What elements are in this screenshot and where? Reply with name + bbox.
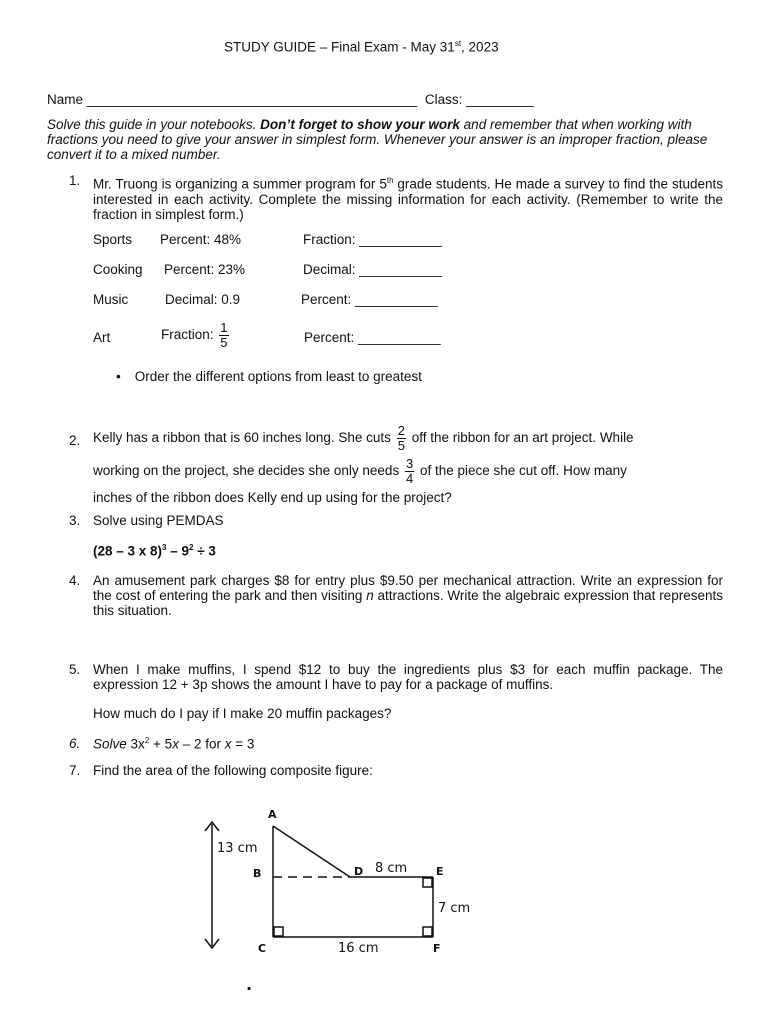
q1-bullet: • Order the different options from least to greatest <box>116 369 422 384</box>
fraction: $\frac{3}{4}$ <box>405 456 414 486</box>
q2-number: 2. <box>69 433 81 448</box>
q1-row-given: Fraction: $\frac{1}{5}$ <box>161 320 228 350</box>
q4-text: An amusement park charges $8 for entry plus $9.50 per mechanical attraction. Write an expression for the cost of entering the park and then visiting n attractions. Write the algebraic expression that represents this situation. <box>93 573 723 618</box>
q2-line1: Kelly has a ribbon that is 60 inches long. She cuts $\frac{2}{5}$ off the ribbon for an art project. While <box>93 423 634 453</box>
class-field[interactable]: _________ <box>466 92 534 107</box>
fraction: $\frac{1}{5}$ <box>220 320 228 350</box>
q5-question: How much do I pay if I make 20 muffin packages? <box>93 706 392 721</box>
q3-text: Solve using PEMDAS <box>93 513 224 528</box>
q3-expression: (28 – 3 x $8)^3 - 9^2 \div 3$ <box>93 543 216 559</box>
label-B: B <box>253 867 262 880</box>
instructions: Solve this guide in your notebooks. Don’t forget to show your work and remember that when working with fractions you need to give your answer in simplest form. Whenever your answer is an improper fraction, please convert it to a mixed number. <box>47 117 708 162</box>
fraction: $\frac{2}{5}$ <box>397 423 405 453</box>
q1-text: Mr. Truong is organizing a summer program for 5th grade students. He made a survey to find the students interested in each activity. Complete the missing information for each activity. (Remember to write the fraction in simplest form.) <box>93 176 723 222</box>
q1-row-activity: Music <box>93 292 129 307</box>
q1-row-given: Percent: 48% <box>160 232 242 247</box>
label-F: F <box>433 942 441 955</box>
right-angle-C <box>274 927 283 936</box>
dimension-right: 7 cm <box>438 901 471 916</box>
right-angle-E <box>423 878 432 887</box>
q1-row-activity: Sports <box>93 232 133 247</box>
q6-text: Solve $3x^2 + 5x - 2$ for x = 3 <box>93 736 255 752</box>
class-label: Class: <box>424 92 463 107</box>
page-title: STUDY GUIDE – Final Exam - May 31st, 2023 <box>224 39 499 55</box>
name-field[interactable]: ____________________________________________ <box>86 92 418 107</box>
q1-row-answer[interactable]: Decimal: ___________ <box>303 262 442 277</box>
q2-line3: inches of the ribbon does Kelly end up using for the project? <box>93 490 452 505</box>
dimension-height: 13 cm <box>217 841 258 856</box>
q1-row-given: Percent: 23% <box>164 262 246 277</box>
bullet-icon: • <box>116 369 121 384</box>
label-D: D <box>354 865 364 878</box>
q1-number: 1. <box>69 173 81 188</box>
composite-figure <box>190 800 490 1000</box>
q1-row-answer[interactable]: Percent: ___________ <box>304 330 441 345</box>
q7-number: 7. <box>69 763 81 778</box>
dimension-top: 8 cm <box>375 861 408 876</box>
right-angle-F <box>423 927 432 936</box>
q4-number: 4. <box>69 573 81 588</box>
q1-row-activity: Art <box>93 330 111 345</box>
dimension-bottom: 16 cm <box>338 941 379 956</box>
q1-row-answer[interactable]: Percent: ___________ <box>301 292 438 307</box>
name-label: Name <box>47 92 84 107</box>
label-C: C <box>258 942 267 955</box>
q1-row-given: Decimal: 0.9 <box>165 292 241 307</box>
edge-AD <box>273 826 350 877</box>
q1-row-answer[interactable]: Fraction: ___________ <box>303 232 442 247</box>
q5-text: When I make muffins, I spend $12 to buy the ingredients plus $3 for each muffin package. The expression 12 + 3p shows the amount I have to pay for a package of muffins. <box>93 662 723 692</box>
q1-row-activity: Cooking <box>93 262 143 277</box>
q7-text: Find the area of the following composite figure: <box>93 763 373 778</box>
q5-number: 5. <box>69 662 81 677</box>
q6-number: 6. <box>69 736 81 751</box>
label-E: E <box>436 865 444 878</box>
label-A: A <box>268 808 277 821</box>
name-class-line <box>47 92 534 107</box>
tick-mark: . <box>246 975 253 994</box>
q3-number: 3. <box>69 513 81 528</box>
q2-line2: working on the project, she decides she only needs $\frac{3}{4}$ of the piece she cut off. How many <box>93 456 627 486</box>
